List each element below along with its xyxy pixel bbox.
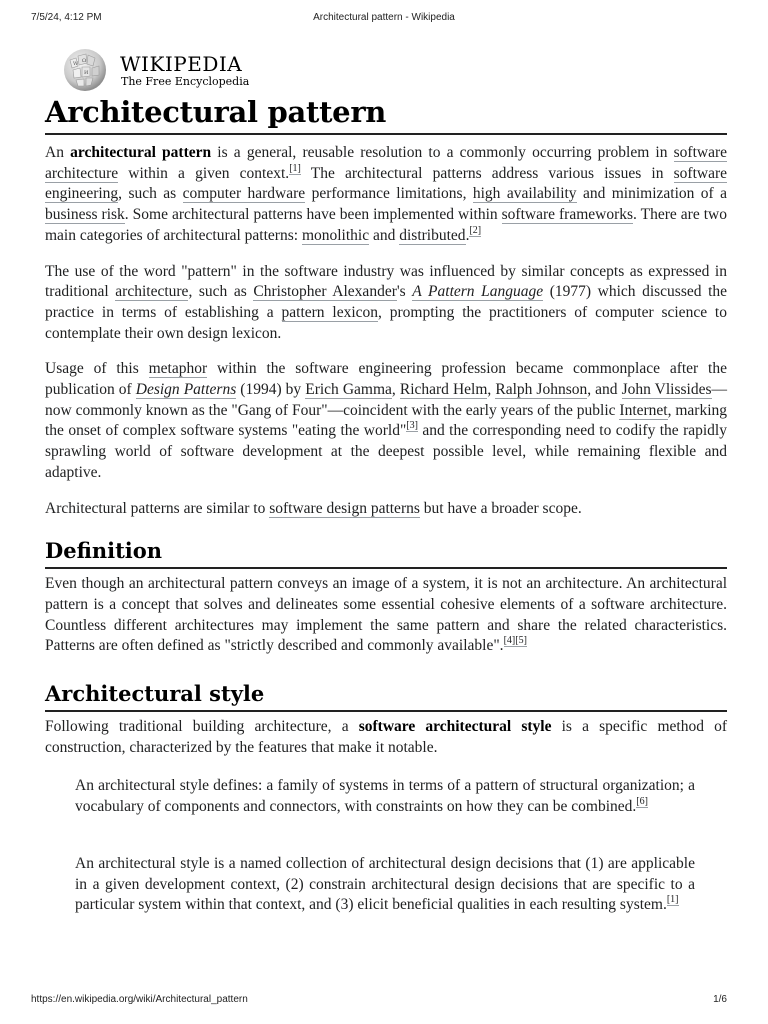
link-high-availability[interactable]: high availability — [472, 185, 577, 203]
ref-6[interactable] — [636, 796, 648, 807]
link-christopher-alexander[interactable]: Christopher Alexander — [253, 283, 397, 301]
text: and the corresponding need to codify the rapidly sprawling world of software development at the deepest possible level, while remaining flexible and adaptive. — [45, 422, 727, 481]
link-software-architecture[interactable]: software architecture — [45, 144, 728, 182]
link-john-vlissides[interactable]: John Vlissides — [621, 381, 712, 399]
text: is a specific method of construction, characterized by the features that make it notable. — [45, 718, 727, 756]
blockquote-1 — [45, 776, 695, 817]
text: , and — [587, 381, 622, 399]
ref-4-label[interactable]: [4] — [503, 635, 516, 647]
link-ralph-johnson[interactable]: Ralph Johnson — [495, 381, 588, 399]
link-software-engineering[interactable]: software engineering — [45, 164, 727, 203]
ref-2[interactable] — [469, 225, 481, 236]
text: An architectural style is a named collection of architectural design decisions that (1) are applicable in a given development context, (2) constrain architectural design decisions that are specific to a particular system within that context, and (3) elicit beneficial qualities in each resulting system. — [75, 854, 695, 914]
page-title: Architectural pattern — [45, 93, 727, 135]
definition-paragraph — [45, 574, 727, 657]
link-a-pattern-language[interactable]: A Pattern Language — [412, 283, 544, 301]
link-erich-gamma[interactable]: Erich Gamma — [305, 381, 392, 399]
ref-5[interactable] — [515, 635, 527, 646]
link-metaphor[interactable]: metaphor — [148, 360, 208, 378]
text: Architectural patterns are similar to — [45, 499, 270, 517]
text: The use of the word "pattern" in the software industry was influenced by similar concepts as expressed in traditional — [45, 262, 727, 301]
bold-term: software architectural style — [358, 718, 552, 736]
print-footer — [31, 994, 737, 1008]
section-heading-architectural-style: Architectural style — [45, 680, 727, 712]
text: is a general, reusable resolution to a commonly occurring problem in — [211, 144, 674, 161]
ref-3[interactable] — [406, 420, 418, 431]
bold-term: architectural pattern — [70, 144, 212, 161]
logo-wordmark: WIKIPEDIA — [120, 52, 243, 76]
print-url: https://en.wikipedia.org/wiki/Architectural_pattern — [31, 994, 248, 1005]
text: , — [391, 381, 400, 399]
link-pattern-lexicon[interactable]: pattern lexicon — [281, 303, 379, 321]
text: (1977) which discussed the practice in terms of establishing a — [45, 283, 728, 321]
article-content — [45, 93, 727, 916]
text: , such as — [188, 283, 254, 301]
link-business-risk[interactable]: business risk — [45, 206, 125, 224]
link-software-frameworks[interactable]: software frameworks — [501, 206, 634, 224]
link-internet[interactable]: Internet — [619, 401, 668, 419]
text: (1994) by — [236, 381, 306, 399]
text: , prompting the practitioners of computer science to contemplate their own design lexicon. — [45, 303, 727, 342]
blockquote-1-text — [75, 776, 695, 817]
ref-3-label[interactable]: [3] — [406, 420, 418, 432]
text: within the software engineering profession became commonplace after the publication of — [45, 360, 727, 399]
text: within a given context. — [118, 164, 290, 182]
text: and — [369, 226, 400, 244]
text: but have a broader scope. — [419, 499, 582, 517]
ref-5-label[interactable]: [5] — [515, 635, 527, 647]
text: An architectural style defines: a family of systems in terms of a pattern of structural organization; a vocabulary of components and connectors, with constraints on how they can be combined. — [75, 777, 695, 816]
text: Even though an architectural pattern conveys an image of a system, it is not an architecture. An architectural pattern is a concept that solves and delineates some essential cohesive elements of a software architecture. Countless different architectures may implement the same pattern and share the related characteristics. Patterns are often defined as "strictly described and commonly available". — [45, 575, 727, 655]
text: , marking the onset of complex software systems "eating the world" — [45, 401, 728, 440]
text: Usage of this — [45, 360, 149, 378]
intro-paragraph-2 — [45, 262, 727, 345]
ref-1b-label[interactable]: [1] — [666, 894, 679, 906]
text: . — [465, 226, 470, 244]
ref-2-label[interactable]: [2] — [469, 224, 482, 236]
ref-4[interactable] — [504, 635, 516, 646]
link-design-patterns[interactable]: Design Patterns — [135, 381, 237, 399]
text: An — [45, 144, 71, 161]
text: and minimization of a — [576, 185, 727, 203]
text: —now commonly known as the "Gang of Four"—coincident with the early years of the public — [45, 381, 728, 419]
ref-1b[interactable] — [667, 894, 679, 905]
text: 's — [396, 283, 413, 301]
link-distributed[interactable]: distributed — [399, 226, 466, 244]
intro-paragraph-1 — [45, 143, 727, 247]
print-date: 7/5/24, 4:12 PM — [31, 12, 102, 23]
style-paragraph — [45, 717, 727, 758]
blockquote-2 — [45, 854, 695, 916]
text: , such as — [118, 185, 183, 203]
text: . Some architectural patterns have been implemented within — [124, 206, 502, 224]
text: , — [487, 381, 496, 399]
logo-tagline: The Free Encyclopedia — [121, 75, 250, 88]
text: performance limitations, — [305, 185, 473, 203]
intro-paragraph-3 — [45, 359, 727, 483]
ref-1-label[interactable]: [1] — [289, 162, 301, 174]
link-richard-helm[interactable]: Richard Helm — [399, 381, 488, 399]
print-page-number: 1/6 — [713, 994, 727, 1005]
ref-1[interactable] — [289, 163, 301, 174]
svg-text:Ω: Ω — [82, 58, 87, 64]
ref-6-label[interactable]: [6] — [636, 796, 648, 808]
text: The architectural patterns address various issues in — [300, 164, 674, 182]
print-header — [31, 12, 737, 26]
link-architecture[interactable]: architecture — [115, 283, 189, 301]
link-computer-hardware[interactable]: computer hardware — [182, 185, 306, 203]
wikipedia-globe-icon — [62, 46, 108, 92]
print-page-title: Architectural pattern - Wikipedia — [313, 12, 455, 23]
svg-text:W: W — [73, 61, 79, 67]
section-heading-definition: Definition — [45, 537, 727, 569]
intro-paragraph-4 — [45, 499, 727, 520]
link-monolithic[interactable]: monolithic — [301, 226, 370, 244]
svg-text:И: И — [84, 70, 89, 76]
blockquote-2-text — [75, 854, 695, 916]
link-software-design-patterns[interactable]: software design patterns — [269, 499, 420, 517]
text: . There are two main categories of architectural patterns: — [45, 206, 727, 244]
text: Following traditional building architecture, a — [45, 718, 359, 736]
